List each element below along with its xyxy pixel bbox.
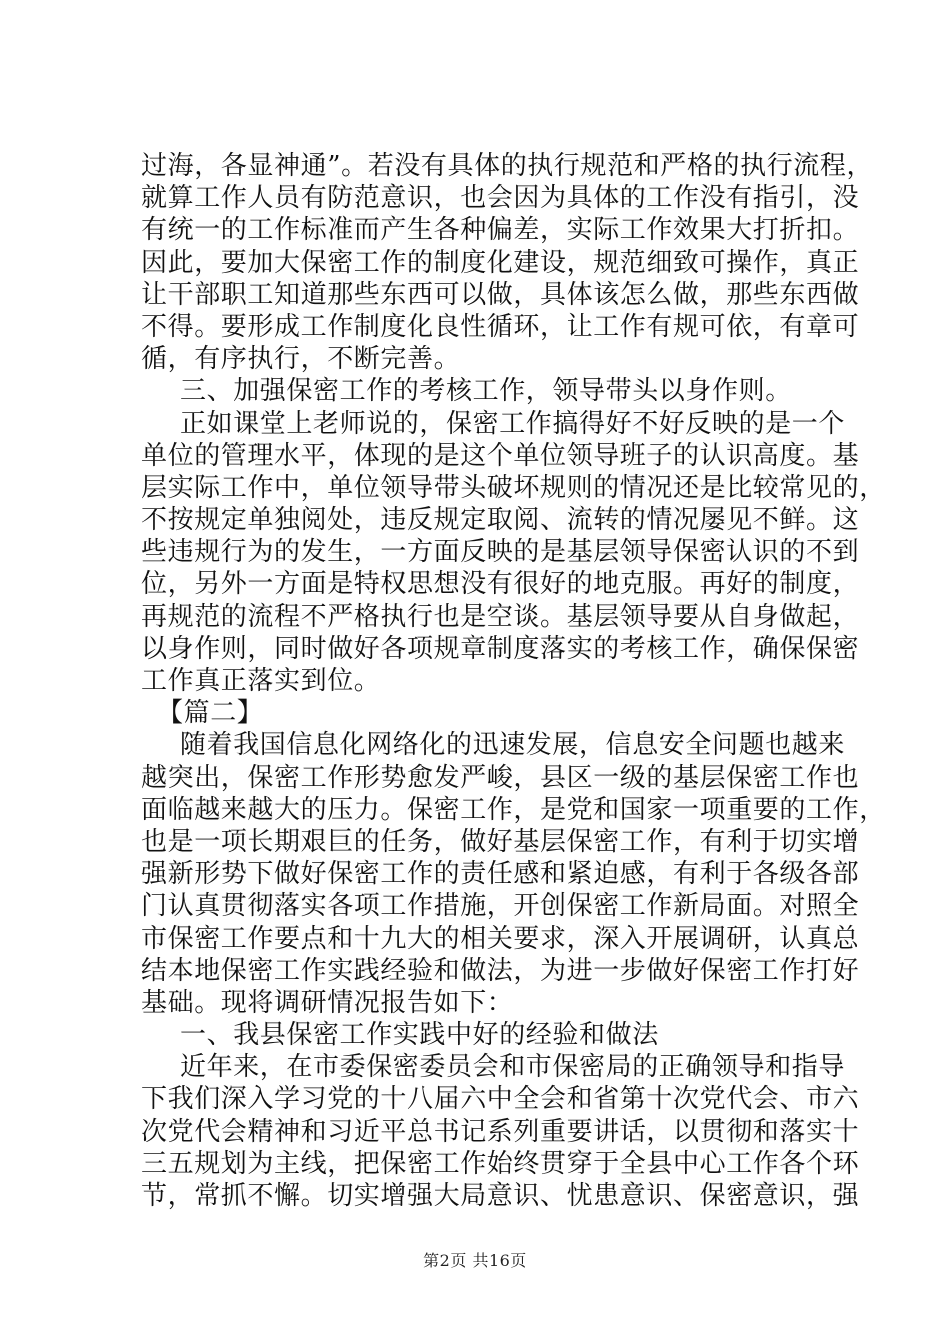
text-line: 面临越来越大的压力。保密工作，是党和国家一项重要的工作， bbox=[141, 794, 886, 825]
text-line: 越突出，保密工作形势愈发严峻，县区一级的基层保密工作也 bbox=[141, 762, 860, 793]
text-line: 位，另外一方面是特权思想没有很好的地克服。再好的制度， bbox=[141, 569, 860, 600]
text-line: 近年来，在市委保密委员会和市保密局的正确领导和指导 bbox=[180, 1052, 846, 1083]
text-line: 强新形势下做好保密工作的责任感和紧迫感，有利于各级各部 bbox=[141, 859, 860, 890]
text-line: 次党代会精神和习近平总书记系列重要讲话，以贯彻和落实十 bbox=[141, 1116, 860, 1147]
page-footer: 第2页 共16页 bbox=[423, 1251, 527, 1270]
text-line: 结本地保密工作实践经验和做法，为进一步做好保密工作打好 bbox=[141, 955, 860, 986]
text-line: 单位的管理水平，体现的是这个单位领导班子的认识高度。基 bbox=[141, 440, 860, 471]
text-line: 随着我国信息化网络化的迅速发展，信息安全问题也越来 bbox=[180, 730, 846, 761]
section-heading: 三、加强保密工作的考核工作，领导带头以身作则。 bbox=[180, 376, 792, 407]
text-line: 不按规定单独阅处，违反规定取阅、流转的情况屡见不鲜。这 bbox=[141, 505, 860, 536]
text-line: 节，常抓不懈。切实增强大局意识、忧患意识、保密意识，强 bbox=[141, 1181, 860, 1211]
text-line: 层实际工作中，单位领导带头破坏规则的情况还是比较常见的， bbox=[141, 472, 886, 503]
text-line: 过海，各显神通”。若没有具体的执行规范和严格的执行流程， bbox=[141, 151, 874, 181]
text-line: 市保密工作要点和十九大的相关要求，深入开展调研，认真总 bbox=[141, 923, 860, 954]
text-line: 不得。要形成工作制度化良性循环，让工作有规可依，有章可 bbox=[141, 311, 860, 342]
text-line: 再规范的流程不严格执行也是空谈。基层领导要从自身做起， bbox=[141, 601, 860, 632]
text-line: 以身作则，同时做好各项规章制度落实的考核工作，确保保密 bbox=[141, 633, 860, 664]
text-line: 工作真正落实到位。 bbox=[141, 666, 381, 696]
text-line: 循，有序执行，不断完善。 bbox=[141, 344, 461, 375]
text-line: 些违规行为的发生，一方面反映的是基层领导保密认识的不到 bbox=[141, 537, 860, 568]
text-line: 三五规划为主线，把保密工作始终贯穿于全县中心工作各个环 bbox=[141, 1148, 860, 1179]
text-line: 下我们深入学习党的十八届六中全会和省第十次党代会、市六 bbox=[141, 1084, 860, 1115]
text-line: 基础。现将调研情况报告如下： bbox=[141, 987, 514, 1018]
text-line: 有统一的工作标准而产生各种偏差，实际工作效果大打折扣。 bbox=[141, 215, 860, 246]
text-line: 因此，要加大保密工作的制度化建设，规范细致可操作，真正 bbox=[141, 247, 860, 278]
text-line: 就算工作人员有防范意识，也会因为具体的工作没有指引，没 bbox=[141, 183, 860, 214]
text-line: 门认真贯彻落实各项工作措施，开创保密工作新局面。对照全 bbox=[141, 891, 860, 922]
text-line: 让干部职工知道那些东西可以做，具体该怎么做，那些东西做 bbox=[141, 279, 860, 310]
section-heading: 一、我县保密工作实践中好的经验和做法 bbox=[180, 1020, 659, 1051]
text-line: 也是一项长期艰巨的任务，做好基层保密工作，有利于切实增 bbox=[141, 826, 860, 857]
part-heading: 【篇二】 bbox=[157, 698, 264, 729]
text-line: 正如课堂上老师说的，保密工作搞得好不好反映的是一个 bbox=[180, 408, 846, 439]
document-body bbox=[141, 150, 886, 1212]
